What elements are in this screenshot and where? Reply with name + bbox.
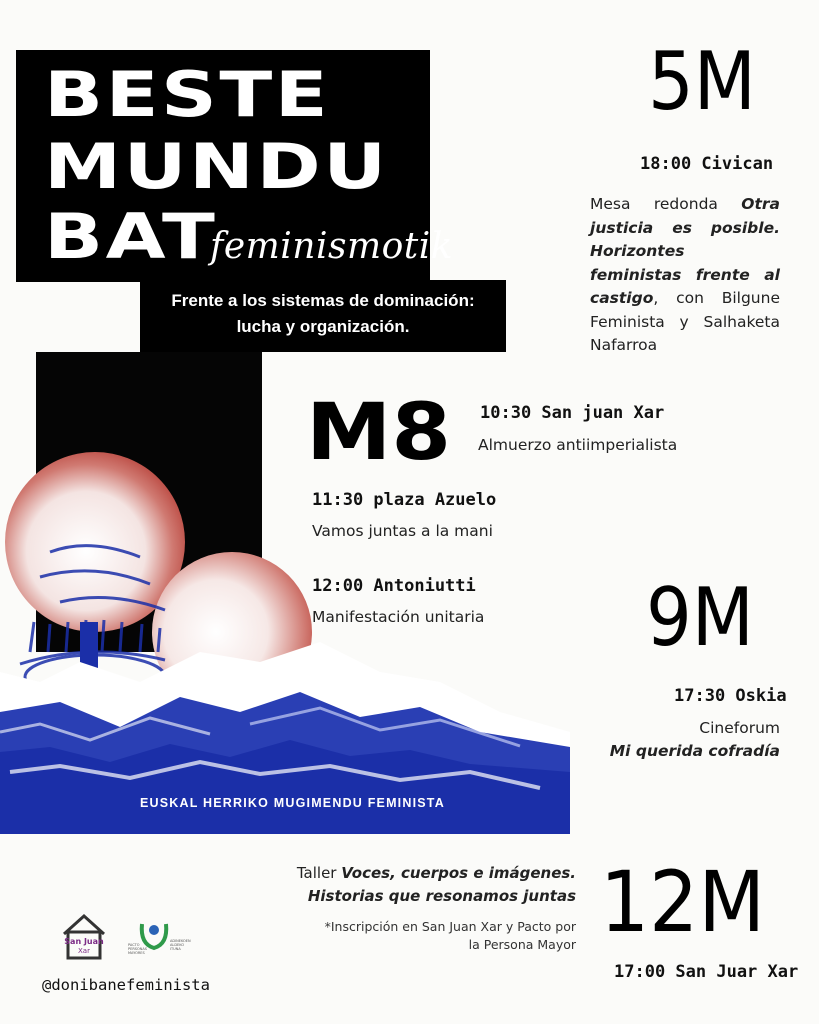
event-5m-intro: Mesa redonda [590, 195, 742, 213]
event-5m-title: Otra justicia es posible. Horizontes feministas frente al castigo [590, 195, 780, 307]
day-5m: 5M [648, 35, 756, 128]
event-9m-desc: Cineforum [699, 719, 780, 737]
event-12m-title-2: Historias que resonamos juntas [307, 887, 576, 905]
event-12m-note-2: la Persona Mayor [468, 937, 576, 952]
event-5m-time: 18:00 Civican [640, 154, 774, 174]
svg-text:San Juan: San Juan [64, 937, 104, 946]
svg-text:PERSONAS: PERSONAS [128, 947, 147, 951]
title-line-1: BESTE [44, 58, 331, 131]
subtitle-line-2: lucha y organización. [236, 317, 410, 336]
event-9m-description [590, 717, 780, 763]
day-9m: 9M [646, 571, 754, 664]
subtitle-line-1: Frente a los sistemas de dominación: [171, 291, 475, 310]
event-9m-time: 17:30 Oskia [674, 686, 787, 706]
event-12m-title-1: Voces, cuerpos e imágenes. [341, 864, 576, 882]
poster-artwork [0, 352, 570, 834]
event-5m-outro: , con Bilgune Feminista y Salhaketa Nafarroa [590, 289, 780, 354]
svg-text:MAYORES: MAYORES [128, 951, 145, 955]
day-12m: 12M [600, 853, 766, 951]
event-12m-time: 17:00 San Juar Xar [614, 962, 799, 982]
event-9m-film: Mi querida cofradía [609, 742, 780, 760]
san-juan-xar-logo [60, 912, 108, 960]
svg-text:ALDEKO: ALDEKO [170, 943, 185, 947]
subtitle [140, 288, 506, 340]
svg-text:Xar: Xar [78, 947, 90, 955]
event-m8-item-3-time: 12:00 Antoniutti [312, 576, 476, 596]
title-line-2: MUNDU [44, 130, 389, 203]
svg-text:ITUNA: ITUNA [170, 947, 181, 951]
title-script: feminismotik [210, 226, 454, 267]
event-12m-intro: Taller [296, 864, 342, 882]
event-12m-note-1: *Inscripción en San Juan Xar y Pacto por [324, 919, 576, 934]
event-m8-item-1-desc: Almuerzo antiimperialista [478, 436, 678, 454]
event-12m-note [280, 918, 576, 954]
event-5m-description [590, 193, 780, 358]
event-m8-item-3-desc: Manifestación unitaria [312, 608, 485, 626]
svg-text:PACTO: PACTO [128, 943, 140, 947]
event-12m-description [280, 862, 576, 908]
title-line-3: BAT [44, 200, 218, 273]
event-m8-item-2-desc: Vamos juntas a la mani [312, 522, 493, 540]
event-m8-item-2-time: 11:30 plaza Azuelo [312, 490, 497, 510]
svg-text:ADINEKOEN: ADINEKOEN [170, 939, 191, 943]
pacto-personas-logo [124, 918, 194, 958]
artwork-caption: EUSKAL HERRIKO MUGIMENDU FEMINISTA [140, 796, 445, 810]
event-m8-item-1-time: 10:30 San juan Xar [480, 403, 665, 423]
social-handle[interactable]: @donibanefeminista [42, 976, 210, 994]
day-m8: M8 [306, 388, 452, 478]
